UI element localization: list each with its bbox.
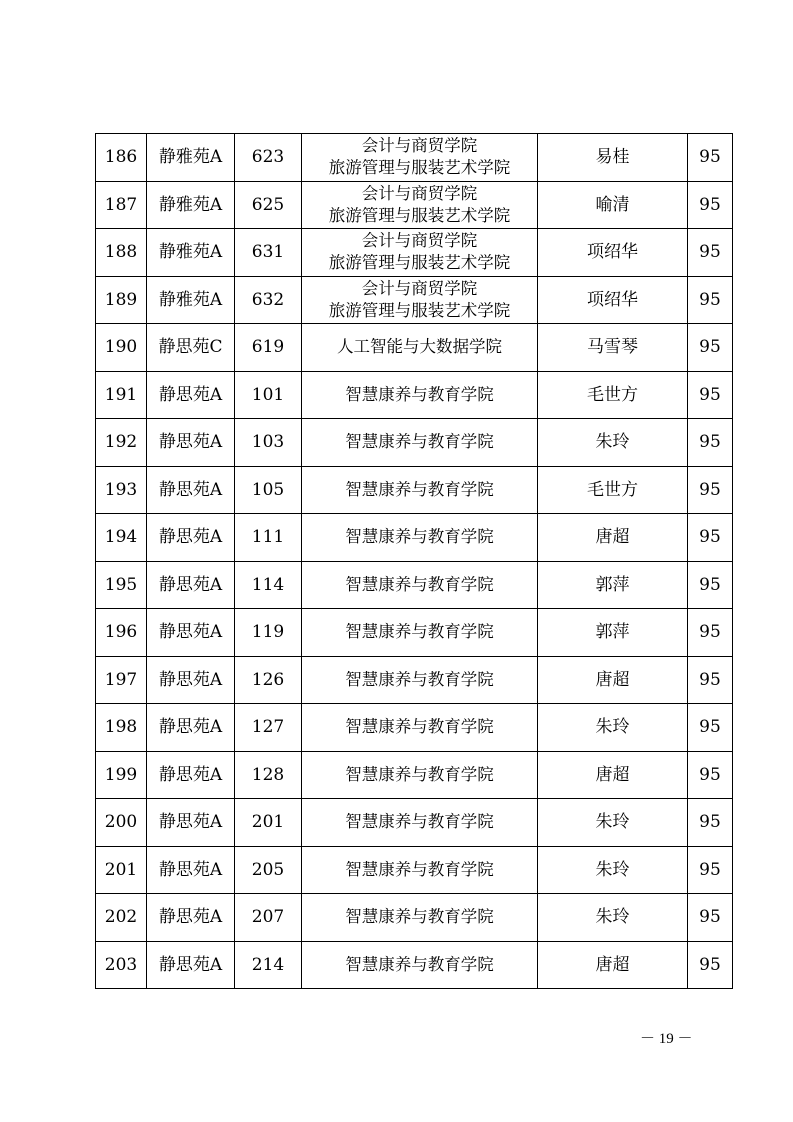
- cell-number: 194: [96, 514, 147, 562]
- cell-room: 114: [235, 561, 302, 609]
- cell-college: [302, 846, 538, 894]
- table-row: [96, 799, 733, 847]
- cell-teacher: 朱玲: [538, 846, 688, 894]
- cell-score: 95: [688, 371, 733, 419]
- cell-college: [302, 894, 538, 942]
- cell-college: [302, 751, 538, 799]
- college-line: 旅游管理与服装艺术学院: [328, 300, 511, 320]
- cell-building: 静思苑A: [147, 419, 235, 467]
- cell-room: 101: [235, 371, 302, 419]
- cell-room: 205: [235, 846, 302, 894]
- cell-building: 静思苑A: [147, 561, 235, 609]
- cell-building: 静思苑A: [147, 846, 235, 894]
- table-body: [96, 134, 733, 989]
- college-line: 智慧康养与教育学院: [345, 622, 494, 642]
- table-row: [96, 276, 733, 324]
- cell-teacher: 马雪琴: [538, 324, 688, 372]
- cell-college: [302, 466, 538, 514]
- table-row: [96, 751, 733, 799]
- cell-number: 195: [96, 561, 147, 609]
- page-number: － 19 －: [640, 1031, 693, 1047]
- college-line: 智慧康养与教育学院: [345, 432, 494, 452]
- cell-room: 119: [235, 609, 302, 657]
- table-row: [96, 324, 733, 372]
- cell-score: 95: [688, 894, 733, 942]
- cell-room: 632: [235, 276, 302, 324]
- cell-score: 95: [688, 799, 733, 847]
- cell-room: 103: [235, 419, 302, 467]
- cell-score: 95: [688, 846, 733, 894]
- college-line: 会计与商贸学院: [361, 183, 478, 203]
- college-line: 旅游管理与服装艺术学院: [328, 205, 511, 225]
- cell-room: 619: [235, 324, 302, 372]
- cell-building: 静思苑A: [147, 466, 235, 514]
- table-row: [96, 704, 733, 752]
- table-row: [96, 371, 733, 419]
- cell-number: 187: [96, 181, 147, 229]
- cell-room: 631: [235, 229, 302, 277]
- cell-building: 静思苑A: [147, 751, 235, 799]
- cell-college: [302, 419, 538, 467]
- cell-number: 196: [96, 609, 147, 657]
- cell-building: 静雅苑A: [147, 181, 235, 229]
- cell-score: 95: [688, 466, 733, 514]
- cell-room: 128: [235, 751, 302, 799]
- cell-score: 95: [688, 419, 733, 467]
- cell-room: 214: [235, 941, 302, 989]
- cell-college: [302, 656, 538, 704]
- cell-number: 190: [96, 324, 147, 372]
- college-line: 智慧康养与教育学院: [345, 859, 494, 879]
- cell-teacher: 朱玲: [538, 704, 688, 752]
- college-line: 智慧康养与教育学院: [345, 954, 494, 974]
- cell-room: 625: [235, 181, 302, 229]
- cell-teacher: 项绍华: [538, 276, 688, 324]
- table-row: [96, 846, 733, 894]
- cell-building: 静思苑A: [147, 656, 235, 704]
- cell-score: 95: [688, 941, 733, 989]
- table-row: [96, 229, 733, 277]
- cell-teacher: 唐超: [538, 751, 688, 799]
- cell-college: [302, 371, 538, 419]
- cell-number: 197: [96, 656, 147, 704]
- table-row: [96, 609, 733, 657]
- cell-college: [302, 941, 538, 989]
- cell-building: 静思苑A: [147, 371, 235, 419]
- cell-room: 207: [235, 894, 302, 942]
- cell-college: [302, 561, 538, 609]
- cell-score: 95: [688, 609, 733, 657]
- cell-teacher: 唐超: [538, 941, 688, 989]
- cell-teacher: 毛世方: [538, 466, 688, 514]
- cell-college: [302, 134, 538, 182]
- cell-room: 623: [235, 134, 302, 182]
- cell-teacher: 毛世方: [538, 371, 688, 419]
- cell-score: 95: [688, 181, 733, 229]
- college-line: 智慧康养与教育学院: [345, 717, 494, 737]
- cell-score: 95: [688, 656, 733, 704]
- cell-score: 95: [688, 276, 733, 324]
- college-line: 会计与商贸学院: [361, 278, 478, 298]
- cell-score: 95: [688, 561, 733, 609]
- cell-college: [302, 324, 538, 372]
- cell-teacher: 易桂: [538, 134, 688, 182]
- college-line: 旅游管理与服装艺术学院: [328, 158, 511, 178]
- cell-number: 201: [96, 846, 147, 894]
- cell-building: 静思苑A: [147, 609, 235, 657]
- cell-number: 198: [96, 704, 147, 752]
- cell-number: 189: [96, 276, 147, 324]
- cell-score: 95: [688, 751, 733, 799]
- cell-teacher: 喻清: [538, 181, 688, 229]
- cell-room: 127: [235, 704, 302, 752]
- cell-college: [302, 229, 538, 277]
- table-row: [96, 466, 733, 514]
- cell-room: 126: [235, 656, 302, 704]
- college-line: 会计与商贸学院: [361, 136, 478, 156]
- college-line: 智慧康养与教育学院: [345, 764, 494, 784]
- cell-building: 静思苑A: [147, 894, 235, 942]
- table-row: [96, 181, 733, 229]
- cell-teacher: 唐超: [538, 514, 688, 562]
- cell-building: 静思苑C: [147, 324, 235, 372]
- cell-building: 静雅苑A: [147, 134, 235, 182]
- college-line: 智慧康养与教育学院: [345, 907, 494, 927]
- cell-teacher: 朱玲: [538, 894, 688, 942]
- college-line: 旅游管理与服装艺术学院: [328, 253, 511, 273]
- college-line: 会计与商贸学院: [361, 231, 478, 251]
- table-row: [96, 941, 733, 989]
- cell-number: 186: [96, 134, 147, 182]
- college-line: 人工智能与大数据学院: [337, 337, 502, 357]
- cell-teacher: 唐超: [538, 656, 688, 704]
- cell-number: 203: [96, 941, 147, 989]
- cell-number: 191: [96, 371, 147, 419]
- table-row: [96, 894, 733, 942]
- cell-number: 202: [96, 894, 147, 942]
- cell-building: 静雅苑A: [147, 276, 235, 324]
- cell-number: 188: [96, 229, 147, 277]
- cell-college: [302, 704, 538, 752]
- cell-score: 95: [688, 704, 733, 752]
- college-line: 智慧康养与教育学院: [345, 574, 494, 594]
- cell-score: 95: [688, 229, 733, 277]
- college-line: 智慧康养与教育学院: [345, 384, 494, 404]
- college-line: 智慧康养与教育学院: [345, 527, 494, 547]
- cell-college: [302, 514, 538, 562]
- table-row: [96, 514, 733, 562]
- college-line: 智慧康养与教育学院: [345, 479, 494, 499]
- cell-teacher: 郭萍: [538, 561, 688, 609]
- cell-teacher: 项绍华: [538, 229, 688, 277]
- dormitory-score-table-container: [95, 133, 733, 989]
- cell-building: 静思苑A: [147, 704, 235, 752]
- cell-number: 200: [96, 799, 147, 847]
- cell-teacher: 朱玲: [538, 799, 688, 847]
- cell-room: 201: [235, 799, 302, 847]
- cell-college: [302, 609, 538, 657]
- cell-number: 199: [96, 751, 147, 799]
- cell-college: [302, 181, 538, 229]
- cell-building: 静思苑A: [147, 799, 235, 847]
- cell-building: 静雅苑A: [147, 229, 235, 277]
- college-line: 智慧康养与教育学院: [345, 812, 494, 832]
- table-row: [96, 561, 733, 609]
- table-row: [96, 656, 733, 704]
- cell-building: 静思苑A: [147, 514, 235, 562]
- table-row: [96, 419, 733, 467]
- cell-score: 95: [688, 134, 733, 182]
- cell-room: 111: [235, 514, 302, 562]
- cell-number: 192: [96, 419, 147, 467]
- college-line: 智慧康养与教育学院: [345, 669, 494, 689]
- cell-college: [302, 276, 538, 324]
- cell-score: 95: [688, 514, 733, 562]
- dormitory-score-table: [95, 133, 733, 989]
- cell-number: 193: [96, 466, 147, 514]
- cell-college: [302, 799, 538, 847]
- table-row: [96, 134, 733, 182]
- cell-room: 105: [235, 466, 302, 514]
- cell-building: 静思苑A: [147, 941, 235, 989]
- cell-score: 95: [688, 324, 733, 372]
- cell-teacher: 郭萍: [538, 609, 688, 657]
- cell-teacher: 朱玲: [538, 419, 688, 467]
